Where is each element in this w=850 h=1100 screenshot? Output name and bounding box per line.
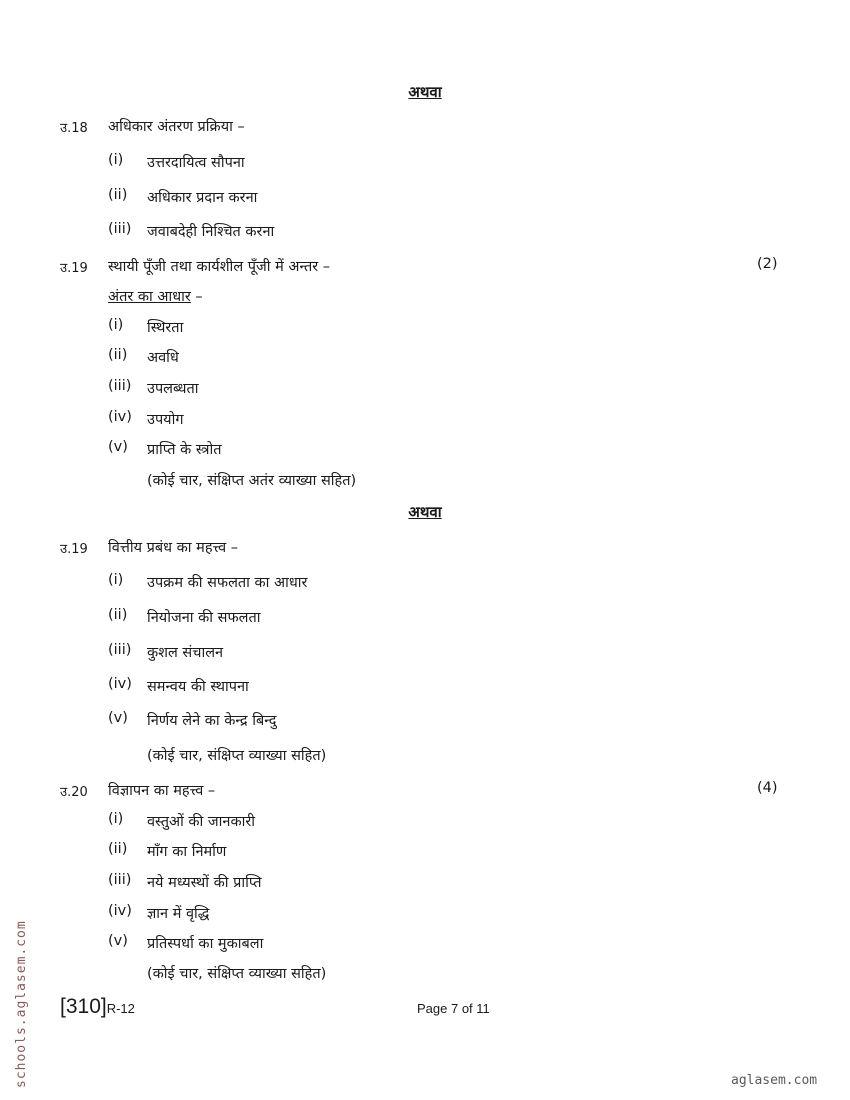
q20-item-1-num: (i) [108, 811, 124, 827]
q18-item-1-num: (i) [108, 152, 124, 168]
watermark-bottom: aglasem.com [731, 1073, 818, 1088]
q19b-item-1-num: (i) [108, 572, 124, 588]
q19a-item-4-text: उपयोग [147, 412, 184, 428]
q19b-title: वित्तीय प्रबंध का महत्त्व – [108, 540, 239, 556]
q20-item-4-text: ज्ञान में वृद्धि [147, 906, 210, 922]
q18-item-2-text: अधिकार प्रदान करना [147, 190, 258, 206]
q20-item-2-text: माँग का निर्माण [147, 844, 227, 860]
q20-item-5-num: (v) [108, 933, 128, 949]
q19b-item-3-num: (iii) [108, 642, 132, 658]
q19a-item-5-text: प्राप्ति के स्त्रोत [147, 442, 222, 458]
q20-number: उ.20 [60, 785, 88, 800]
q19a-note: (कोई चार, संक्षिप्त अतंर व्याख्या सहित) [147, 473, 357, 489]
page-number: Page 7 of 11 [417, 1001, 490, 1016]
paper-code-sub: R-12 [106, 1001, 135, 1016]
q19b-item-4-num: (iv) [108, 676, 132, 692]
q19a-marks: (2) [757, 256, 778, 272]
q20-note: (कोई चार, संक्षिप्त व्याख्या सहित) [147, 966, 327, 982]
q19a-item-2-num: (ii) [108, 347, 128, 363]
q19a-title: स्थायी पूँजी तथा कार्यशील पूँजी में अन्तर – [108, 259, 330, 275]
q19a-item-3-num: (iii) [108, 378, 132, 394]
q19b-item-2-text: नियोजना की सफलता [147, 610, 261, 626]
q20-item-4-num: (iv) [108, 903, 132, 919]
q19a-item-3-text: उपलब्धता [147, 381, 199, 397]
paper-code-number: [310] [60, 995, 107, 1018]
q20-item-5-text: प्रतिस्पर्धा का मुकाबला [147, 936, 264, 952]
q19a-item-1-text: स्थिरता [147, 320, 184, 336]
q19a-subhead-row [108, 286, 203, 306]
q19a-subhead: अंतर का आधार [108, 289, 191, 305]
q19a-item-4-num: (iv) [108, 409, 132, 425]
q19b-item-4-text: समन्वय की स्थापना [147, 679, 249, 695]
q19b-item-5-text: निर्णय लेने का केन्द्र बिन्दु [147, 713, 277, 729]
q19a-number: उ.19 [60, 261, 88, 276]
watermark-side: schools.aglasem.com [14, 920, 29, 1088]
q19b-item-2-num: (ii) [108, 607, 128, 623]
q18-item-3-text: जवाबदेही निश्चित करना [147, 224, 275, 240]
q18-number: उ.18 [60, 121, 88, 136]
q19a-item-5-num: (v) [108, 439, 128, 455]
q20-item-1-text: वस्तुओं की जानकारी [147, 814, 256, 830]
q19b-note: (कोई चार, संक्षिप्त व्याख्या सहित) [147, 748, 327, 764]
q19a-subhead-suffix: – [195, 289, 203, 305]
q20-item-2-num: (ii) [108, 841, 128, 857]
q19a-item-1-num: (i) [108, 317, 124, 333]
q18-item-1-text: उत्तरदायित्व सौपना [147, 155, 245, 171]
q19b-item-1-text: उपक्रम की सफलता का आधार [147, 575, 308, 591]
q20-marks: (4) [757, 780, 778, 796]
q19a-item-2-text: अवधि [147, 350, 179, 366]
paper-code [60, 995, 135, 1019]
q20-title: विज्ञापन का महत्त्व – [108, 783, 216, 799]
q18-title: अधिकार अंतरण प्रक्रिया – [108, 119, 245, 135]
q19b-item-5-num: (v) [108, 710, 128, 726]
q18-item-3-num: (iii) [108, 221, 132, 237]
q19b-item-3-text: कुशल संचालन [147, 645, 224, 661]
or-heading-1: अथवा [408, 83, 442, 101]
q19b-number: उ.19 [60, 542, 88, 557]
q18-item-2-num: (ii) [108, 187, 128, 203]
q20-item-3-text: नये मध्यस्थों की प्राप्ति [147, 875, 262, 891]
q20-item-3-num: (iii) [108, 872, 132, 888]
or-heading-2: अथवा [408, 503, 442, 521]
